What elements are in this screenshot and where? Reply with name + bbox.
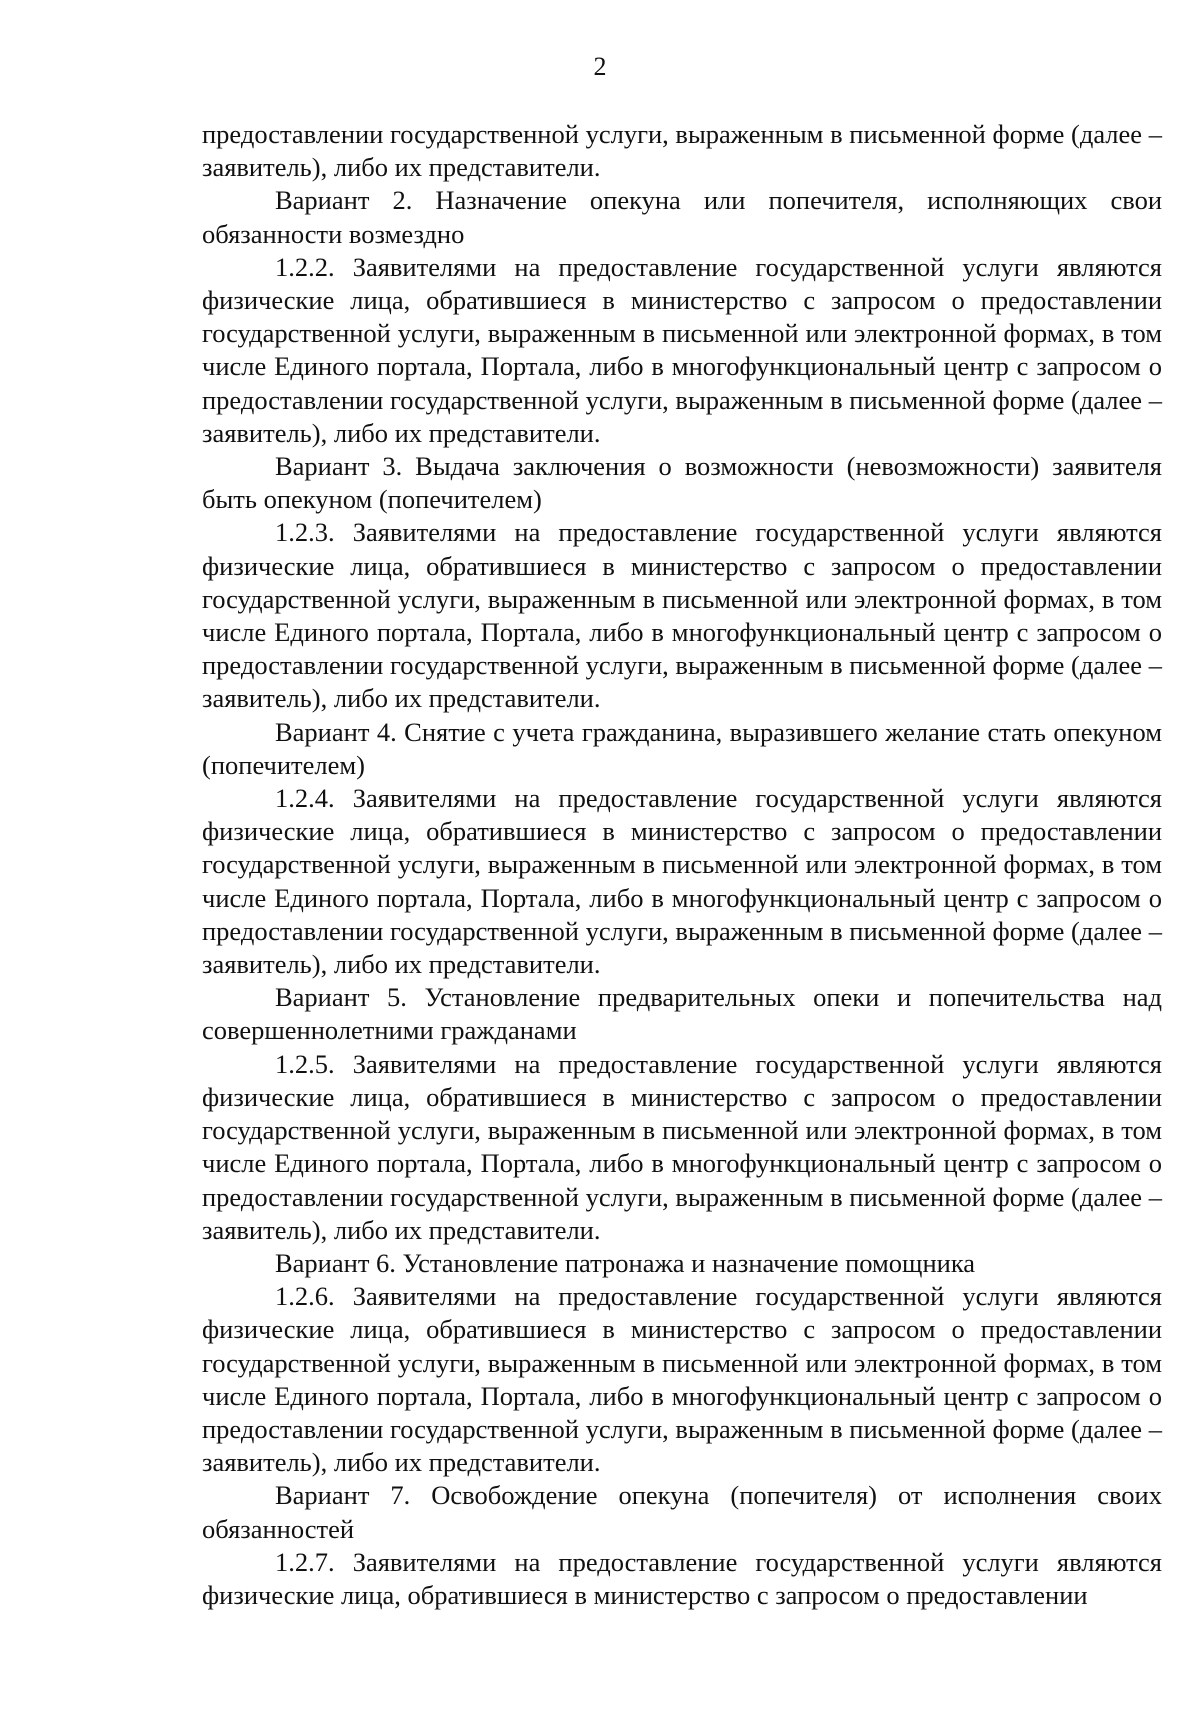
paragraph: 1.2.2. Заявителями на предоставление государственной услуги являются физические лица, обратившиеся в министерство с запросом о предоставлении государственной услуги, выраженным в письменной или электронной формах, в том числе Единого портала, Портала, либо в многофункциональный центр с запросом о предоставлении государственной услуги, выраженным в письменной форме (далее – заявитель), либо их представители.: [202, 251, 1162, 448]
variant-heading: Вариант 4. Снятие с учета гражданина, выразившего желание стать опекуном (попечителем): [202, 716, 1162, 780]
variant-heading: Вариант 5. Установление предварительных опеки и попечительства над совершеннолетними гражданами: [202, 982, 1162, 1046]
paragraph: 1.2.5. Заявителями на предоставление государственной услуги являются физические лица, обратившиеся в министерство с запросом о предоставлении государственной услуги, выраженным в письменной или электронной формах, в том числе Единого портала, Портала, либо в многофункциональный центр с запросом о предоставлении государственной услуги, выраженным в письменной форме (далее – заявитель), либо их представители.: [202, 1048, 1162, 1245]
paragraph: 1.2.7. Заявителями на предоставление государственной услуги являются физические лица, обратившиеся в министерство с запросом о предоставлении: [202, 1546, 1162, 1610]
variant-heading: Вариант 6. Установление патронажа и назначение помощника: [275, 1247, 976, 1278]
paragraph: 1.2.4. Заявителями на предоставление государственной услуги являются физические лица, обратившиеся в министерство с запросом о предоставлении государственной услуги, выраженным в письменной или электронной формах, в том числе Единого портала, Портала, либо в многофункциональный центр с запросом о предоставлении государственной услуги, выраженным в письменной форме (далее – заявитель), либо их представители.: [202, 783, 1162, 980]
document-body: [202, 118, 1162, 1612]
paragraph: предоставлении государственной услуги, выраженным в письменной форме (далее – заявитель), либо их представители.: [202, 119, 1162, 183]
variant-heading: Вариант 7. Освобождение опекуна (попечителя) от исполнения своих обязанностей: [202, 1480, 1162, 1544]
variant-heading: Вариант 2. Назначение опекуна или попечителя, исполняющих свои обязанности возмездно: [202, 185, 1162, 249]
variant-heading: Вариант 3. Выдача заключения о возможности (невозможности) заявителя быть опекуном (попечителем): [202, 451, 1162, 515]
page-number: 2: [593, 52, 607, 81]
paragraph: 1.2.3. Заявителями на предоставление государственной услуги являются физические лица, обратившиеся в министерство с запросом о предоставлении государственной услуги, выраженным в письменной или электронной формах, в том числе Единого портала, Портала, либо в многофункциональный центр с запросом о предоставлении государственной услуги, выраженным в письменной форме (далее – заявитель), либо их представители.: [202, 517, 1162, 714]
paragraph: 1.2.6. Заявителями на предоставление государственной услуги являются физические лица, обратившиеся в министерство с запросом о предоставлении государственной услуги, выраженным в письменной или электронной формах, в том числе Единого портала, Портала, либо в многофункциональный центр с запросом о предоставлении государственной услуги, выраженным в письменной форме (далее – заявитель), либо их представители.: [202, 1281, 1162, 1478]
